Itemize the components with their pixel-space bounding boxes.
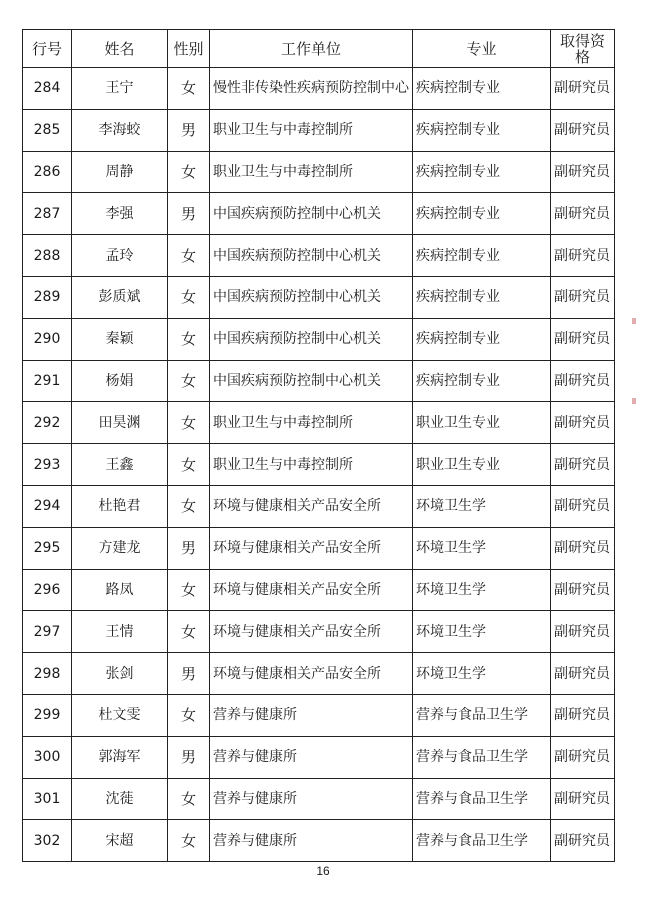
cell-major: 疾病控制专业 <box>413 235 551 277</box>
cell-gender: 女 <box>168 360 210 402</box>
cell-name: 宋超 <box>72 820 168 862</box>
cell-work-unit: 环境与健康相关产品安全所 <box>210 527 413 569</box>
cell-qualification: 副研究员 <box>551 276 615 318</box>
cell-row-number: 284 <box>23 68 72 110</box>
cell-qualification: 副研究员 <box>551 653 615 695</box>
cell-work-unit: 营养与健康所 <box>210 736 413 778</box>
cell-qualification: 副研究员 <box>551 151 615 193</box>
table-row <box>23 653 615 695</box>
cell-name: 路凤 <box>72 569 168 611</box>
cell-gender: 女 <box>168 820 210 862</box>
cell-work-unit: 职业卫生与中毒控制所 <box>210 444 413 486</box>
cell-name: 王宁 <box>72 68 168 110</box>
cell-work-unit: 环境与健康相关产品安全所 <box>210 485 413 527</box>
cell-name: 杜艳君 <box>72 485 168 527</box>
cell-major: 营养与食品卫生学 <box>413 694 551 736</box>
table-row <box>23 778 615 820</box>
cell-row-number: 301 <box>23 778 72 820</box>
cell-major: 营养与食品卫生学 <box>413 820 551 862</box>
cell-major: 疾病控制专业 <box>413 68 551 110</box>
table-row <box>23 820 615 862</box>
cell-gender: 男 <box>168 736 210 778</box>
cell-gender: 女 <box>168 68 210 110</box>
cell-qualification: 副研究员 <box>551 527 615 569</box>
cell-name: 秦颖 <box>72 318 168 360</box>
cell-major: 环境卫生学 <box>413 653 551 695</box>
cell-name: 孟玲 <box>72 235 168 277</box>
cell-row-number: 285 <box>23 109 72 151</box>
cell-gender: 男 <box>168 109 210 151</box>
table-row <box>23 485 615 527</box>
cell-gender: 女 <box>168 444 210 486</box>
cell-major: 环境卫生学 <box>413 527 551 569</box>
cell-work-unit: 中国疾病预防控制中心机关 <box>210 276 413 318</box>
table-row <box>23 527 615 569</box>
cell-row-number: 289 <box>23 276 72 318</box>
cell-qualification: 副研究员 <box>551 235 615 277</box>
cell-gender: 女 <box>168 151 210 193</box>
cell-work-unit: 营养与健康所 <box>210 778 413 820</box>
cell-row-number: 290 <box>23 318 72 360</box>
cell-major: 营养与食品卫生学 <box>413 778 551 820</box>
cell-qualification: 副研究员 <box>551 569 615 611</box>
cell-major: 环境卫生学 <box>413 611 551 653</box>
cell-major: 职业卫生专业 <box>413 444 551 486</box>
cell-name: 郭海军 <box>72 736 168 778</box>
cell-work-unit: 环境与健康相关产品安全所 <box>210 611 413 653</box>
cell-qualification: 副研究员 <box>551 193 615 235</box>
cell-row-number: 294 <box>23 485 72 527</box>
header-gender: 性别 <box>168 30 210 68</box>
cell-gender: 女 <box>168 318 210 360</box>
table-row <box>23 193 615 235</box>
cell-gender: 女 <box>168 235 210 277</box>
cell-work-unit: 营养与健康所 <box>210 694 413 736</box>
table-row <box>23 444 615 486</box>
table-row <box>23 151 615 193</box>
cell-qualification: 副研究员 <box>551 694 615 736</box>
cell-row-number: 293 <box>23 444 72 486</box>
table-row <box>23 611 615 653</box>
cell-work-unit: 职业卫生与中毒控制所 <box>210 109 413 151</box>
table-row <box>23 402 615 444</box>
table-row <box>23 736 615 778</box>
header-work-unit: 工作单位 <box>210 30 413 68</box>
cell-major: 疾病控制专业 <box>413 193 551 235</box>
cell-name: 方建龙 <box>72 527 168 569</box>
cell-work-unit: 环境与健康相关产品安全所 <box>210 569 413 611</box>
cell-name: 王鑫 <box>72 444 168 486</box>
cell-work-unit: 环境与健康相关产品安全所 <box>210 653 413 695</box>
header-major: 专业 <box>413 30 551 68</box>
cell-work-unit: 中国疾病预防控制中心机关 <box>210 235 413 277</box>
cell-gender: 女 <box>168 694 210 736</box>
cell-gender: 女 <box>168 276 210 318</box>
cell-gender: 女 <box>168 778 210 820</box>
cell-gender: 男 <box>168 527 210 569</box>
cell-work-unit: 职业卫生与中毒控制所 <box>210 402 413 444</box>
cell-qualification: 副研究员 <box>551 109 615 151</box>
table-body <box>23 68 615 862</box>
cell-major: 环境卫生学 <box>413 569 551 611</box>
header-row <box>23 30 615 68</box>
header-name: 姓名 <box>72 30 168 68</box>
cell-major: 疾病控制专业 <box>413 360 551 402</box>
cell-name: 李强 <box>72 193 168 235</box>
cell-row-number: 295 <box>23 527 72 569</box>
table-row <box>23 569 615 611</box>
cell-work-unit: 中国疾病预防控制中心机关 <box>210 360 413 402</box>
header-qualification: 取得资格 <box>551 30 615 68</box>
cell-gender: 女 <box>168 569 210 611</box>
table-row <box>23 360 615 402</box>
cell-row-number: 287 <box>23 193 72 235</box>
cell-name: 杨娟 <box>72 360 168 402</box>
personnel-table <box>22 29 615 862</box>
cell-row-number: 288 <box>23 235 72 277</box>
cell-qualification: 副研究员 <box>551 611 615 653</box>
cell-row-number: 299 <box>23 694 72 736</box>
table-row <box>23 276 615 318</box>
cell-work-unit: 中国疾病预防控制中心机关 <box>210 193 413 235</box>
cell-major: 疾病控制专业 <box>413 276 551 318</box>
cell-name: 田昊渊 <box>72 402 168 444</box>
cell-name: 王情 <box>72 611 168 653</box>
cell-qualification: 副研究员 <box>551 778 615 820</box>
cell-row-number: 297 <box>23 611 72 653</box>
cell-major: 职业卫生专业 <box>413 402 551 444</box>
page-number: 16 <box>316 864 330 878</box>
cell-qualification: 副研究员 <box>551 820 615 862</box>
table-row <box>23 694 615 736</box>
cell-gender: 男 <box>168 193 210 235</box>
cell-name: 张剑 <box>72 653 168 695</box>
cell-qualification: 副研究员 <box>551 318 615 360</box>
cell-name: 杜文雯 <box>72 694 168 736</box>
table-row <box>23 109 615 151</box>
table-row <box>23 68 615 110</box>
cell-row-number: 296 <box>23 569 72 611</box>
personnel-table-container <box>22 29 614 862</box>
cell-qualification: 副研究员 <box>551 485 615 527</box>
cell-qualification: 副研究员 <box>551 68 615 110</box>
cell-major: 疾病控制专业 <box>413 109 551 151</box>
cell-row-number: 291 <box>23 360 72 402</box>
edge-stamp-mark <box>632 398 636 404</box>
cell-work-unit: 慢性非传染性疾病预防控制中心 <box>210 68 413 110</box>
table-row <box>23 235 615 277</box>
cell-name: 周静 <box>72 151 168 193</box>
cell-work-unit: 中国疾病预防控制中心机关 <box>210 318 413 360</box>
cell-work-unit: 职业卫生与中毒控制所 <box>210 151 413 193</box>
cell-row-number: 298 <box>23 653 72 695</box>
table-row <box>23 318 615 360</box>
cell-major: 营养与食品卫生学 <box>413 736 551 778</box>
cell-qualification: 副研究员 <box>551 736 615 778</box>
table-header <box>23 30 615 68</box>
cell-qualification: 副研究员 <box>551 402 615 444</box>
cell-gender: 男 <box>168 653 210 695</box>
cell-gender: 女 <box>168 402 210 444</box>
cell-major: 环境卫生学 <box>413 485 551 527</box>
cell-name: 彭质斌 <box>72 276 168 318</box>
cell-row-number: 300 <box>23 736 72 778</box>
cell-gender: 女 <box>168 485 210 527</box>
cell-row-number: 302 <box>23 820 72 862</box>
cell-major: 疾病控制专业 <box>413 318 551 360</box>
cell-name: 沈蓰 <box>72 778 168 820</box>
header-row-number: 行号 <box>23 30 72 68</box>
cell-major: 疾病控制专业 <box>413 151 551 193</box>
cell-name: 李海蛟 <box>72 109 168 151</box>
cell-work-unit: 营养与健康所 <box>210 820 413 862</box>
cell-qualification: 副研究员 <box>551 444 615 486</box>
cell-qualification: 副研究员 <box>551 360 615 402</box>
cell-row-number: 286 <box>23 151 72 193</box>
cell-gender: 女 <box>168 611 210 653</box>
cell-row-number: 292 <box>23 402 72 444</box>
edge-stamp-mark <box>632 318 636 324</box>
